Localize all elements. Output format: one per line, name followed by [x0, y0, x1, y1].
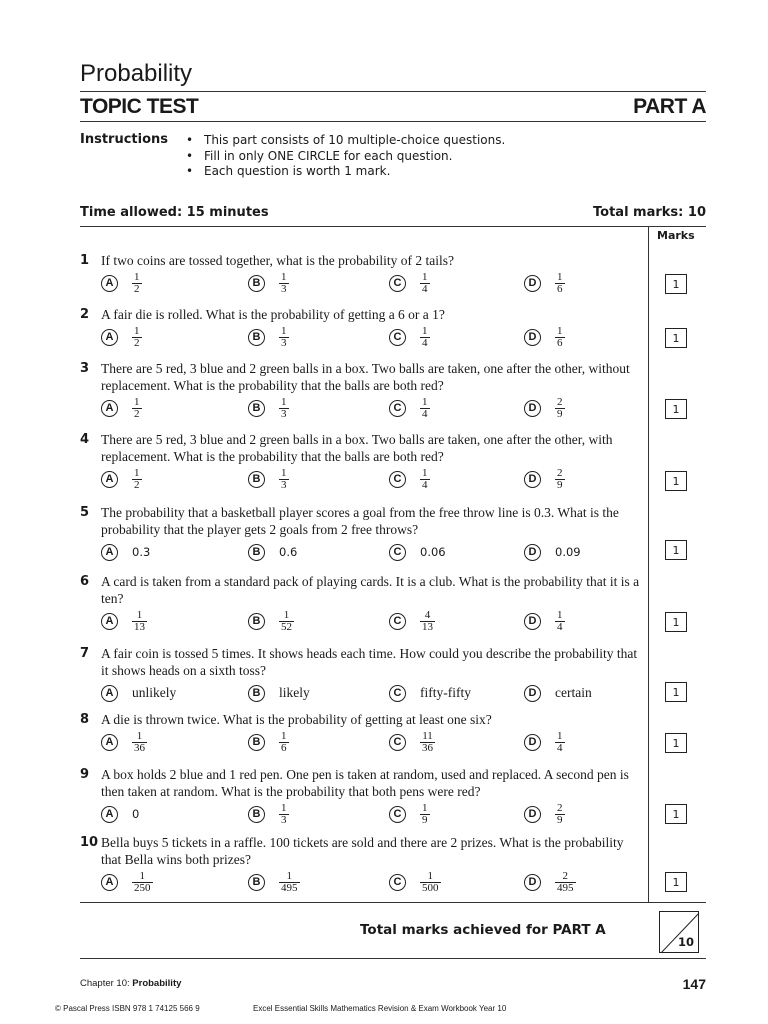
option-c[interactable] — [389, 607, 435, 635]
question-text: A die is thrown twice. What is the probability of getting at least one six? — [101, 712, 492, 727]
fraction-value — [279, 468, 289, 491]
fraction-value — [279, 397, 289, 420]
fraction-value — [555, 731, 565, 754]
option-c[interactable] — [389, 269, 430, 297]
mark-box[interactable]: 1 — [665, 682, 687, 702]
answer-bubble[interactable]: A — [101, 613, 118, 630]
question-number: 5 — [80, 505, 90, 520]
answer-bubble[interactable]: C — [389, 685, 406, 702]
fraction-denominator: 3 — [281, 813, 287, 826]
fraction-numerator: 2 — [557, 801, 563, 814]
fraction-denominator: 2 — [134, 282, 140, 295]
answer-bubble[interactable]: A — [101, 329, 118, 346]
fraction-denominator: 4 — [557, 620, 563, 633]
fraction-numerator: 1 — [557, 608, 563, 621]
fraction-value — [279, 272, 289, 295]
option-d[interactable] — [524, 868, 576, 896]
fraction-numerator: 1 — [286, 869, 292, 882]
option-a[interactable] — [101, 394, 142, 422]
fraction-value — [420, 871, 441, 894]
answer-bubble[interactable]: D — [524, 471, 541, 488]
marks-column-header: Marks — [657, 229, 695, 242]
option-value: 0.09 — [555, 545, 581, 559]
option-c[interactable] — [389, 323, 430, 351]
answer-options — [101, 323, 646, 351]
fraction-value — [420, 803, 430, 826]
total-score-box[interactable] — [659, 911, 699, 953]
fraction-denominator: 3 — [281, 282, 287, 295]
option-value: 0.6 — [279, 545, 298, 559]
option-value: certain — [555, 685, 592, 700]
publisher-line: © Pascal Press ISBN 978 1 74125 566 9 — [55, 1004, 200, 1013]
option-value: 0.06 — [420, 545, 446, 559]
option-a[interactable] — [101, 269, 142, 297]
fraction-denominator: 4 — [557, 741, 563, 754]
fraction-denominator: 500 — [422, 881, 439, 894]
answer-bubble[interactable]: B — [248, 734, 265, 751]
answer-bubble[interactable]: A — [101, 275, 118, 292]
question-text: There are 5 red, 3 blue and 2 green balls in a box. Two balls are taken, one after the other, without replacement. What is the probability that the balls are both red? — [101, 361, 630, 393]
fraction-denominator: 4 — [422, 336, 428, 349]
fraction-denominator: 9 — [557, 407, 563, 420]
question-text: A box holds 2 blue and 1 red pen. One pen is taken at random, used and replaced. A second pen is then taken at random. What is the probability that both pens were red? — [101, 767, 629, 799]
answer-bubble[interactable]: D — [524, 544, 541, 561]
fraction-denominator: 6 — [281, 741, 287, 754]
page-title: Probability — [80, 60, 193, 87]
fraction-numerator: 1 — [422, 270, 428, 283]
fraction-denominator: 4 — [422, 478, 428, 491]
option-b[interactable] — [248, 538, 297, 566]
fraction-value — [132, 326, 142, 349]
heading-rule — [80, 121, 706, 122]
fraction-value — [279, 731, 289, 754]
answer-bubble[interactable]: B — [248, 874, 265, 891]
fraction-value — [132, 731, 147, 754]
fraction-denominator: 495 — [281, 881, 298, 894]
instructions-label: Instructions — [80, 132, 169, 147]
fraction-denominator: 3 — [281, 336, 287, 349]
answer-bubble[interactable]: C — [389, 806, 406, 823]
fraction-denominator: 36 — [134, 741, 145, 754]
fraction-denominator: 495 — [557, 881, 574, 894]
answer-bubble[interactable]: B — [248, 275, 265, 292]
fraction-denominator: 3 — [281, 407, 287, 420]
fraction-denominator: 9 — [557, 813, 563, 826]
answer-bubble[interactable]: C — [389, 613, 406, 630]
chapter-name: Probability — [132, 978, 182, 989]
option-a[interactable] — [101, 538, 150, 566]
fraction-value — [420, 272, 430, 295]
fraction-numerator: 1 — [136, 608, 143, 621]
option-d[interactable] — [524, 800, 565, 828]
option-b[interactable] — [248, 323, 289, 351]
fraction-denominator: 250 — [134, 881, 151, 894]
option-c[interactable] — [389, 679, 471, 707]
fraction-denominator: 6 — [557, 282, 563, 295]
fraction-numerator: 1 — [281, 729, 287, 742]
mark-box[interactable]: 1 — [665, 274, 687, 294]
option-d[interactable] — [524, 607, 565, 635]
fraction-numerator: 1 — [134, 270, 140, 283]
answer-bubble[interactable]: C — [389, 275, 406, 292]
mark-box[interactable]: 1 — [665, 399, 687, 419]
fraction-denominator: 9 — [422, 813, 428, 826]
answer-bubble[interactable]: D — [524, 275, 541, 292]
fraction-denominator: 4 — [422, 282, 428, 295]
fraction-numerator: 1 — [281, 395, 287, 408]
answer-bubble[interactable]: C — [389, 874, 406, 891]
question-text: A card is taken from a standard pack of playing cards. It is a club. What is the probability that it is a ten? — [101, 574, 640, 606]
part-heading: PART A — [633, 95, 706, 118]
answer-options — [101, 868, 646, 896]
question-text: There are 5 red, 3 blue and 2 green balls in a box. Two balls are taken, one after the other, with replacement. What is the probability that the balls are both red? — [101, 432, 613, 464]
option-b[interactable] — [248, 679, 310, 707]
answer-bubble[interactable]: D — [524, 874, 541, 891]
question-text: The probability that a basketball player scores a goal from the free throw line is 0.3. What is the probability that the player gets 2 goals from 2 free throws? — [101, 505, 619, 537]
answer-bubble[interactable]: B — [248, 471, 265, 488]
answer-bubble[interactable]: D — [524, 734, 541, 751]
fraction-value — [132, 397, 142, 420]
fraction-numerator: 1 — [557, 324, 563, 337]
fraction-numerator: 1 — [134, 324, 140, 337]
fraction-numerator: 1 — [422, 801, 428, 814]
question-text: A fair die is rolled. What is the probability of getting a 6 or a 1? — [101, 307, 445, 322]
fraction-value — [555, 803, 565, 826]
answer-options — [101, 728, 646, 756]
answer-bubble[interactable]: B — [248, 685, 265, 702]
answer-options — [101, 800, 646, 828]
question-number: 7 — [80, 646, 90, 661]
answer-bubble[interactable]: A — [101, 471, 118, 488]
fraction-value — [279, 326, 289, 349]
book-title-line: Excel Essential Skills Mathematics Revision & Exam Workbook Year 10 — [253, 1004, 507, 1013]
answer-bubble[interactable]: D — [524, 806, 541, 823]
fraction-value — [555, 871, 576, 894]
fraction-value — [555, 610, 565, 633]
fraction-denominator: 13 — [422, 620, 433, 633]
option-a[interactable] — [101, 323, 142, 351]
fraction-denominator: 2 — [134, 407, 140, 420]
answer-bubble[interactable]: D — [524, 329, 541, 346]
option-d[interactable] — [524, 679, 592, 707]
option-c[interactable] — [389, 728, 435, 756]
option-c[interactable] — [389, 800, 430, 828]
option-value: unlikely — [132, 685, 177, 700]
question-number: 8 — [80, 712, 90, 727]
option-a[interactable] — [101, 607, 147, 635]
question-number: 10 — [80, 835, 99, 850]
answer-bubble[interactable]: A — [101, 400, 118, 417]
option-d[interactable] — [524, 269, 565, 297]
fraction-numerator: 2 — [562, 869, 568, 882]
option-d[interactable] — [524, 538, 581, 566]
fraction-value — [420, 326, 430, 349]
fraction-numerator: 1 — [281, 270, 287, 283]
fraction-denominator: 4 — [422, 407, 428, 420]
total-bottom-rule — [80, 958, 706, 959]
fraction-numerator: 1 — [281, 324, 287, 337]
answer-bubble[interactable]: B — [248, 329, 265, 346]
fraction-denominator: 52 — [281, 620, 292, 633]
fraction-denominator: 3 — [281, 478, 287, 491]
fraction-denominator: 2 — [134, 478, 140, 491]
option-d[interactable] — [524, 465, 565, 493]
answer-bubble[interactable]: C — [389, 400, 406, 417]
option-value: fifty-fifty — [420, 685, 471, 700]
mark-box[interactable]: 1 — [665, 804, 687, 824]
fraction-numerator: 1 — [134, 395, 140, 408]
fraction-value — [279, 610, 294, 633]
fraction-denominator: 6 — [557, 336, 563, 349]
mark-box[interactable]: 1 — [665, 612, 687, 632]
fraction-numerator: 1 — [422, 324, 428, 337]
option-d[interactable] — [524, 323, 565, 351]
answer-options — [101, 538, 646, 566]
fraction-numerator: 1 — [281, 801, 287, 814]
mark-box[interactable]: 1 — [665, 733, 687, 753]
mark-box[interactable]: 1 — [665, 328, 687, 348]
fraction-numerator: 1 — [422, 395, 428, 408]
option-c[interactable] — [389, 394, 430, 422]
fraction-value — [132, 468, 142, 491]
fraction-value — [420, 610, 435, 633]
option-b[interactable] — [248, 269, 289, 297]
fraction-numerator: 11 — [422, 729, 433, 742]
option-d[interactable] — [524, 728, 565, 756]
question-text: If two coins are tossed together, what is the probability of 2 tails? — [101, 253, 454, 268]
answer-bubble[interactable]: C — [389, 544, 406, 561]
option-d[interactable] — [524, 394, 565, 422]
fraction-numerator: 1 — [139, 869, 145, 882]
option-b[interactable] — [248, 607, 294, 635]
total-marks: Total marks: 10 — [593, 205, 706, 220]
option-b[interactable] — [248, 728, 289, 756]
answer-bubble[interactable]: A — [101, 806, 118, 823]
answer-options — [101, 394, 646, 422]
fraction-numerator: 1 — [557, 270, 563, 283]
fraction-value — [279, 871, 300, 894]
instruction-item: • Fill in only ONE CIRCLE for each question. — [186, 149, 505, 165]
fraction-numerator: 2 — [557, 395, 563, 408]
answer-bubble[interactable]: B — [248, 400, 265, 417]
answer-options — [101, 679, 646, 707]
answer-bubble[interactable]: D — [524, 685, 541, 702]
topic-heading: TOPIC TEST — [80, 95, 199, 118]
mark-box[interactable]: 1 — [665, 471, 687, 491]
fraction-numerator: 1 — [557, 729, 563, 742]
fraction-numerator: 1 — [422, 466, 428, 479]
question-text: A fair coin is tossed 5 times. It shows heads each time. How could you describe the probability that it shows heads on a sixth toss? — [101, 646, 638, 678]
fraction-denominator: 9 — [557, 478, 563, 491]
table-top-rule — [80, 226, 706, 227]
fraction-denominator: 13 — [134, 620, 145, 633]
answer-bubble[interactable]: D — [524, 400, 541, 417]
answer-bubble[interactable]: B — [248, 544, 265, 561]
fraction-value — [279, 803, 289, 826]
chapter-prefix: Chapter 10: — [80, 978, 133, 989]
answer-bubble[interactable]: D — [524, 613, 541, 630]
option-a[interactable] — [101, 465, 142, 493]
title-rule — [80, 91, 706, 92]
mark-box[interactable]: 1 — [665, 872, 687, 892]
option-value: 0 — [132, 807, 140, 821]
mark-box[interactable]: 1 — [665, 540, 687, 560]
questions-bottom-rule — [80, 902, 706, 903]
page-number: 147 — [682, 976, 706, 992]
option-c[interactable] — [389, 538, 446, 566]
question-text: Bella buys 5 tickets in a raffle. 100 tickets are sold and there are 2 prizes. What is the probability that Bella wins both prizes? — [101, 835, 624, 867]
answer-bubble[interactable]: C — [389, 471, 406, 488]
fraction-value — [132, 272, 142, 295]
total-out-of: 10 — [677, 935, 694, 949]
answer-bubble[interactable]: A — [101, 685, 118, 702]
fraction-value — [420, 397, 430, 420]
option-b[interactable] — [248, 800, 289, 828]
option-a[interactable] — [101, 800, 139, 828]
option-a[interactable] — [101, 679, 176, 707]
answer-options — [101, 607, 646, 635]
fraction-numerator: 2 — [557, 466, 563, 479]
instruction-item: • Each question is worth 1 mark. — [186, 164, 505, 180]
question-number: 1 — [80, 253, 90, 268]
instructions-list — [186, 133, 505, 180]
total-achieved-label: Total marks achieved for PART A — [360, 922, 606, 938]
answer-bubble[interactable]: B — [248, 806, 265, 823]
fraction-value — [555, 468, 565, 491]
question-number: 2 — [80, 307, 90, 322]
fraction-numerator: 4 — [424, 608, 431, 621]
answer-options — [101, 269, 646, 297]
fraction-denominator: 2 — [134, 336, 140, 349]
fraction-value — [132, 610, 147, 633]
answer-options — [101, 465, 646, 493]
fraction-numerator: 1 — [136, 729, 143, 742]
fraction-value — [555, 326, 565, 349]
fraction-denominator: 36 — [422, 741, 433, 754]
option-b[interactable] — [248, 465, 289, 493]
fraction-numerator: 1 — [427, 869, 433, 882]
answer-bubble[interactable]: C — [389, 734, 406, 751]
time-allowed: Time allowed: 15 minutes — [80, 205, 269, 220]
fraction-numerator: 1 — [281, 466, 287, 479]
answer-bubble[interactable]: A — [101, 874, 118, 891]
question-number: 3 — [80, 361, 90, 376]
answer-bubble[interactable]: B — [248, 613, 265, 630]
fraction-value — [420, 468, 430, 491]
question-number: 6 — [80, 574, 90, 589]
fraction-numerator: 1 — [283, 608, 290, 621]
chapter-label — [80, 978, 181, 989]
answer-bubble[interactable]: A — [101, 544, 118, 561]
fraction-numerator: 1 — [134, 466, 140, 479]
fraction-value — [132, 871, 153, 894]
answer-bubble[interactable]: C — [389, 329, 406, 346]
option-b[interactable] — [248, 394, 289, 422]
option-value: 0.3 — [132, 545, 151, 559]
question-number: 9 — [80, 767, 90, 782]
fraction-value — [420, 731, 435, 754]
option-value: likely — [279, 685, 310, 700]
option-b[interactable] — [248, 868, 300, 896]
option-a[interactable] — [101, 728, 147, 756]
question-number: 4 — [80, 432, 90, 447]
option-c[interactable] — [389, 465, 430, 493]
option-c[interactable] — [389, 868, 441, 896]
marks-column-divider — [648, 226, 649, 902]
instruction-item: • This part consists of 10 multiple-choice questions. — [186, 133, 505, 149]
fraction-value — [555, 397, 565, 420]
answer-bubble[interactable]: A — [101, 734, 118, 751]
option-a[interactable] — [101, 868, 153, 896]
fraction-value — [555, 272, 565, 295]
